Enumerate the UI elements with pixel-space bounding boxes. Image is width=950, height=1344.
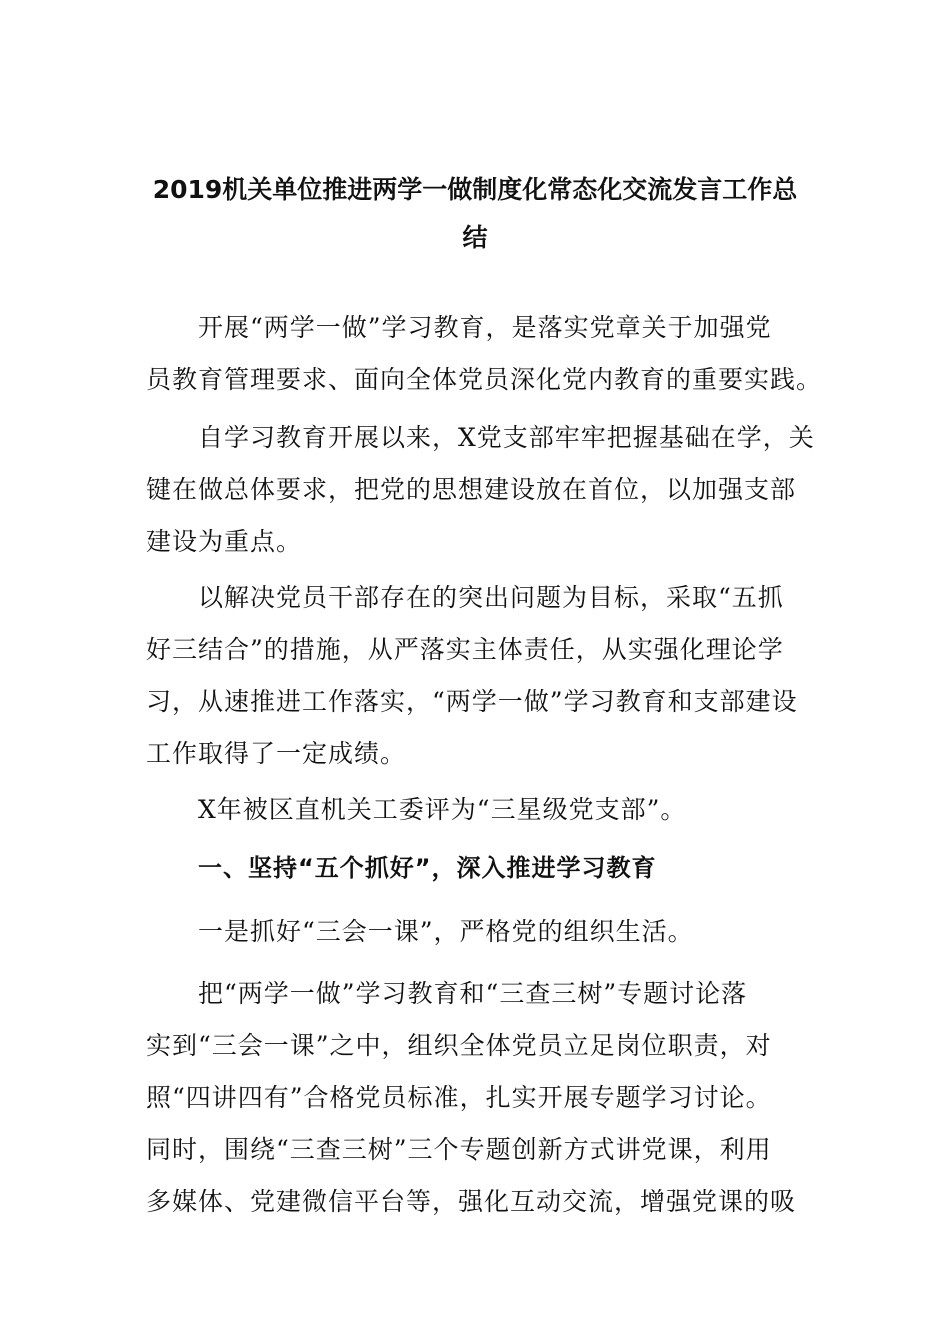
paragraph-line: 多媒体、党建微信平台等，强化互动交流，增强党课的吸 bbox=[146, 1187, 797, 1216]
paragraph-line: 键在做总体要求，把党的思想建设放在首位，以加强支部 bbox=[146, 475, 797, 504]
paragraph-three-meetings bbox=[146, 968, 806, 1228]
paragraph-line: 以解决党员干部存在的突出问题为目标，采取“五抓 bbox=[198, 583, 784, 612]
paragraph-line: X年被区直机关工委评为“三星级党支部”。 bbox=[198, 795, 687, 824]
paragraph-since-start bbox=[146, 412, 815, 568]
document-title-line-1: 2019机关单位推进两学一做制度化常态化交流发言工作总 bbox=[152, 175, 798, 204]
paragraph-line: 同时，围绕“三查三树”三个专题创新方式讲党课，利用 bbox=[146, 1135, 772, 1164]
paragraph-line: 一是抓好“三会一课”，严格党的组织生活。 bbox=[198, 917, 694, 946]
paragraph-line: 开展“两学一做”学习教育，是落实党章关于加强党 bbox=[198, 313, 772, 342]
document-title-line-2: 结 bbox=[462, 223, 488, 252]
paragraph-line: 员教育管理要求、面向全体党员深化党内教育的重要实践。 bbox=[146, 365, 823, 394]
section-heading bbox=[146, 842, 806, 894]
paragraph-line: 把“两学一做”学习教育和“三查三树”专题讨论落 bbox=[198, 979, 748, 1008]
paragraph-measures bbox=[146, 572, 806, 780]
section-heading-text: 一、坚持“五个抓好”，深入推进学习教育 bbox=[198, 854, 657, 882]
paragraph-line: 照“四讲四有”合格党员标准，扎实开展专题学习讨论。 bbox=[146, 1083, 772, 1112]
paragraph-intro bbox=[146, 302, 823, 406]
paragraph-subpoint-one bbox=[146, 906, 806, 958]
paragraph-line: 建设为重点。 bbox=[146, 527, 303, 556]
paragraph-line: 好三结合”的措施，从严落实主体责任，从实强化理论学 bbox=[146, 635, 784, 664]
paragraph-line: 工作取得了一定成绩。 bbox=[146, 739, 407, 768]
paragraph-line: 实到“三会一课”之中，组织全体党员立足岗位职责，对 bbox=[146, 1031, 772, 1060]
paragraph-award bbox=[146, 784, 806, 836]
paragraph-line: 自学习教育开展以来，X党支部牢牢把握基础在学，关 bbox=[198, 423, 815, 452]
paragraph-line: 习，从速推进工作落实，“两学一做”学习教育和支部建设 bbox=[146, 687, 798, 716]
